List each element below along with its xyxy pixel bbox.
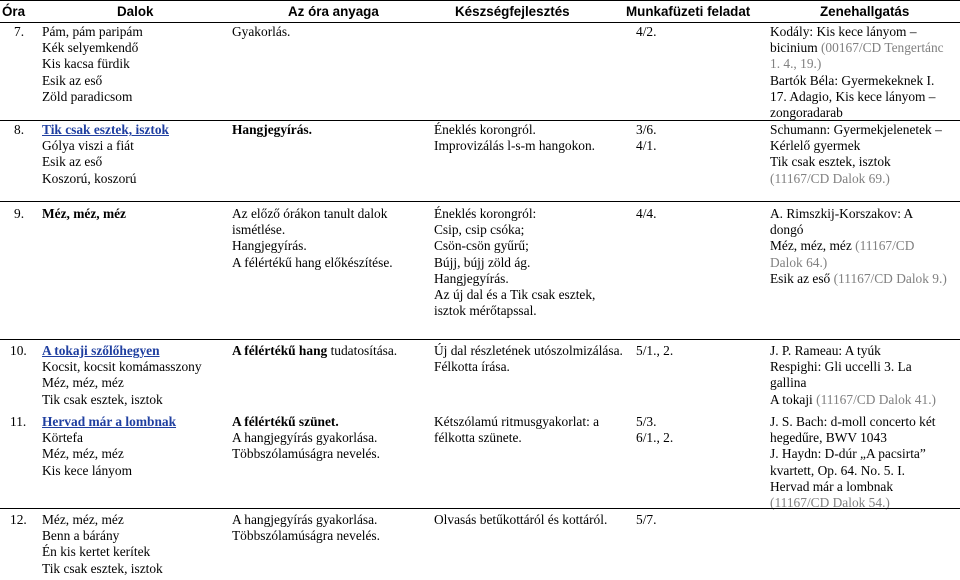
workbook-task: 5/3. 6/1., 2. <box>636 414 674 446</box>
listening-item: J. S. Bach: d-moll concerto két <box>770 414 936 429</box>
song-item: Méz, méz, méz <box>42 375 124 391</box>
new-song-title: Méz, méz, méz <box>42 206 126 221</box>
songs-list <box>42 24 143 105</box>
listening-item: (11167/CD Dalok 69.) <box>770 170 890 186</box>
lesson-number: 7. <box>14 24 25 39</box>
lesson-number: 9. <box>14 206 25 221</box>
lesson-material: Gyakorlás. <box>232 24 291 39</box>
songs-list <box>42 512 163 577</box>
lesson-number: 8. <box>14 122 25 137</box>
listening-list <box>770 24 944 121</box>
header-zenehallgatas: Zenehallgatás <box>820 4 910 19</box>
song-item: Esik az eső <box>42 154 103 170</box>
skill-development: Éneklés korongról: Csip, csip csóka; Csön-csön gyűrű; Bújj, bújj zöld ág. Hangjegyírás. Az új dal és a Tik csak esztek, isztok mérőtapssal. <box>434 206 596 319</box>
workbook-task: 4/4. <box>636 206 657 221</box>
song-item: Én kis kertet kerítek <box>42 544 151 560</box>
song-item: Koszorú, koszorú <box>42 170 137 186</box>
listening-item: kvartett, Op. 64. No. 5. I. <box>770 462 905 478</box>
new-song-title: A tokaji szőlőhegyen <box>42 343 160 358</box>
song-item: Kék selyemkendő <box>42 40 139 56</box>
lesson-material: A félértékű szünet. A hangjegyírás gyakorlása. Többszólamúságra nevelés. <box>232 414 380 462</box>
listening-item: Kodály: Kis kece lányom – <box>770 24 917 39</box>
header-az-ora-anyaga: Az óra anyaga <box>288 4 379 19</box>
lesson-number: 12. <box>10 512 27 527</box>
song-item: Zöld paradicsom <box>42 88 133 104</box>
listening-item: (11167/CD Dalok 54.) <box>770 495 890 511</box>
song-item: Pám, pám paripám <box>42 24 143 39</box>
skill-development: Kétszólamú ritmusgyakorlat: a félkotta szünete. <box>434 414 600 446</box>
header-ora: Óra <box>2 4 26 19</box>
song-item: Esik az eső <box>42 72 103 88</box>
lesson-material: Hangjegyírás. <box>232 122 312 137</box>
listening-item: Schumann: Gyermekjelenetek – <box>770 122 942 137</box>
listening-list <box>770 122 942 187</box>
song-item: Méz, méz, méz <box>42 512 124 527</box>
row-divider <box>0 339 960 340</box>
listening-item: Kérlelő gyermek <box>770 138 861 154</box>
song-item: Méz, méz, méz <box>42 446 124 462</box>
table-top-border <box>0 0 960 1</box>
workbook-task: 5/7. <box>636 512 657 527</box>
lesson-number: 11. <box>10 414 27 429</box>
listening-item: gallina <box>770 375 807 391</box>
workbook-task: 3/6. 4/1. <box>636 122 657 154</box>
listening-list <box>770 414 936 511</box>
new-song-title: Tik csak esztek, isztok <box>42 122 169 137</box>
listening-item: Hervad már a lombnak <box>770 478 894 494</box>
song-item: Kocsit, kocsit komámasszony <box>42 359 202 375</box>
lesson-number: 10. <box>10 343 27 358</box>
listening-item: J. P. Rameau: A tyúk <box>770 343 881 358</box>
song-item: Körtefa <box>42 430 83 446</box>
listening-item: Méz, méz, méz (11167/CD <box>770 238 915 254</box>
listening-item: A tokaji (11167/CD Dalok 41.) <box>770 391 937 407</box>
header-divider <box>0 22 960 23</box>
songs-list <box>42 343 202 408</box>
skill-development: Olvasás betűkottáról és kottáról. <box>434 512 608 527</box>
workbook-task: 5/1., 2. <box>636 343 674 358</box>
listening-list <box>770 343 936 408</box>
listening-item: J. Haydn: D-dúr „A pacsirta” <box>770 446 926 462</box>
row-divider <box>0 508 960 509</box>
song-item: Tik csak esztek, isztok <box>42 560 163 576</box>
header-munkafuzeti-feladat: Munkafüzeti feladat <box>626 4 751 19</box>
new-song-title: Hervad már a lombnak <box>42 414 177 429</box>
song-item: Kis kece lányom <box>42 462 132 478</box>
songs-list <box>42 414 176 479</box>
lesson-material: A hangjegyírás gyakorlása. Többszólamúságra nevelés. <box>232 512 380 544</box>
lesson-material: Az előző órákon tanult dalok ismétlése. Hangjegyírás. A félértékű hang előkészítése. <box>232 206 393 270</box>
listening-item: 1. 4., 19.) <box>770 56 822 72</box>
song-item: Tik csak esztek, isztok <box>42 391 163 407</box>
listening-item: A. Rimszkij-Korszakov: A <box>770 206 914 221</box>
song-item: Gólya viszi a fiát <box>42 138 134 154</box>
song-item: Benn a bárány <box>42 528 120 544</box>
listening-item: Respighi: Gli uccelli 3. La <box>770 359 912 375</box>
header-keszsegfejlesztes: Készségfejlesztés <box>455 4 570 19</box>
skill-development: Éneklés korongról. Improvizálás l-s-m hangokon. <box>434 122 596 154</box>
songs-list <box>42 122 169 187</box>
workbook-task: 4/2. <box>636 24 657 39</box>
listening-item: bicinium (00167/CD Tengertánc <box>770 40 944 56</box>
listening-item: Bartók Béla: Gyermekeknek I. <box>770 72 935 88</box>
listening-item: dongó <box>770 222 804 238</box>
listening-item: Tik csak esztek, isztok <box>770 154 891 170</box>
song-item: Kis kacsa fürdik <box>42 56 130 72</box>
row-divider <box>0 201 960 202</box>
lesson-material: A félértékű hang tudatosítása. <box>232 343 398 358</box>
listening-item: Esik az eső (11167/CD Dalok 9.) <box>770 270 947 286</box>
listening-item: hegedűre, BWV 1043 <box>770 430 887 446</box>
skill-development: Új dal részletének utószolmizálása. Félkotta írása. <box>434 343 623 375</box>
row-divider <box>0 120 960 121</box>
listening-list <box>770 206 947 287</box>
header-dalok: Dalok <box>117 4 154 19</box>
listening-item: Dalok 64.) <box>770 254 828 270</box>
listening-item: 17. Adagio, Kis kece lányom – <box>770 88 936 104</box>
listening-item: zongoradarab <box>770 105 843 121</box>
